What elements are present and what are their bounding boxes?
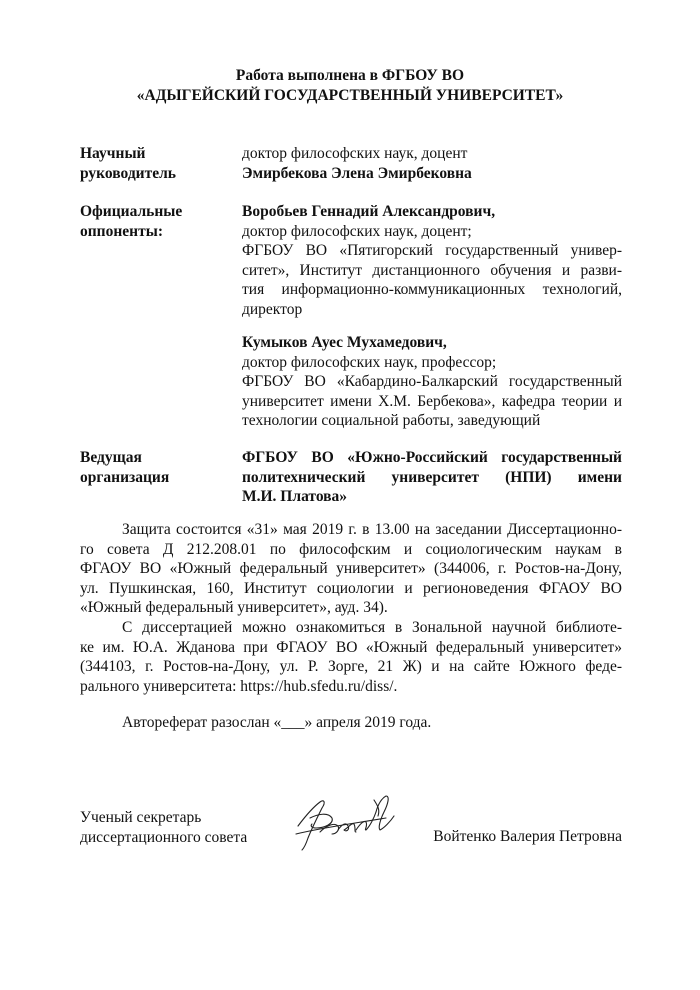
- header-line-1: Работа выполнена в ФГБОУ ВО: [235, 67, 465, 84]
- leading-org-label: Ведущая организация: [80, 449, 170, 486]
- defense-paragraph: Защита состоится «31» мая 2019 г. в 13.00 на заседании Диссертационно- го совета Д 212.208.01 по философским и социологическим наукам в ФГАОУ ВО «Южный федеральный университет» (344006, г. Ростов-на-Дону, ул. Пушкинская, 160, Институт социологии и регионоведения ФГАОУ ВО «Южный федеральный университет», ауд. 34).: [80, 521, 622, 616]
- secretary-label: Ученый секретарь диссертационного совета: [80, 809, 248, 846]
- header-line-2: «АДЫГЕЙСКИЙ ГОСУДАРСТВЕННЫЙ УНИВЕРСИТЕТ»: [136, 86, 564, 104]
- opponent-second: Кумыков Ауес Мухамедович, доктор философских наук, профессор; ФГБОУ ВО «Кабардино-Балкарский государственный университет имени Х.М. Бербекова», кафедра теории и технологии социальной работы, заведующий: [242, 334, 622, 429]
- opponents-label: Официальные оппоненты:: [80, 203, 183, 240]
- leading-org-info: ФГБОУ ВО «Южно-Российский государственный политехнический университет (НПИ) имени М.И. Платова»: [242, 449, 622, 505]
- header: [80, 66, 620, 105]
- mailing-line: Автореферат разослан «___» апреля 2019 года.: [122, 714, 432, 731]
- signature-image: [290, 788, 400, 858]
- supervisor-degree: доктор философских наук, доцент: [242, 145, 468, 162]
- library-paragraph: С диссертацией можно ознакомиться в Зональной научной библиоте- ке им. Ю.А. Жданова при ФГАОУ ВО «Южный федеральный университет» (344103, г. Ростов-на-Дону, ул. Р. Зорге, 21 Ж) и на сайте Южного феде- рального университета: https://hub.sfedu.ru/diss/.: [80, 619, 622, 695]
- supervisor-label: Научный руководитель: [80, 145, 176, 182]
- supervisor-name: Эмирбекова Элена Эмирбековна: [242, 164, 472, 182]
- opponent-first-name: Воробьев Геннадий Александрович,: [242, 203, 496, 220]
- opponent-second-name: Кумыков Ауес Мухамедович,: [242, 334, 447, 351]
- secretary-name: Войтенко Валерия Петровна: [433, 828, 622, 845]
- supervisor-info: [242, 144, 622, 183]
- opponent-first: Воробьев Геннадий Александрович, доктор философских наук, доцент; ФГБОУ ВО «Пятигорский государственный универ- ситет», Институт дистанционного обучения и разви- тия информационно-коммуникационных технологий, директор: [242, 203, 622, 318]
